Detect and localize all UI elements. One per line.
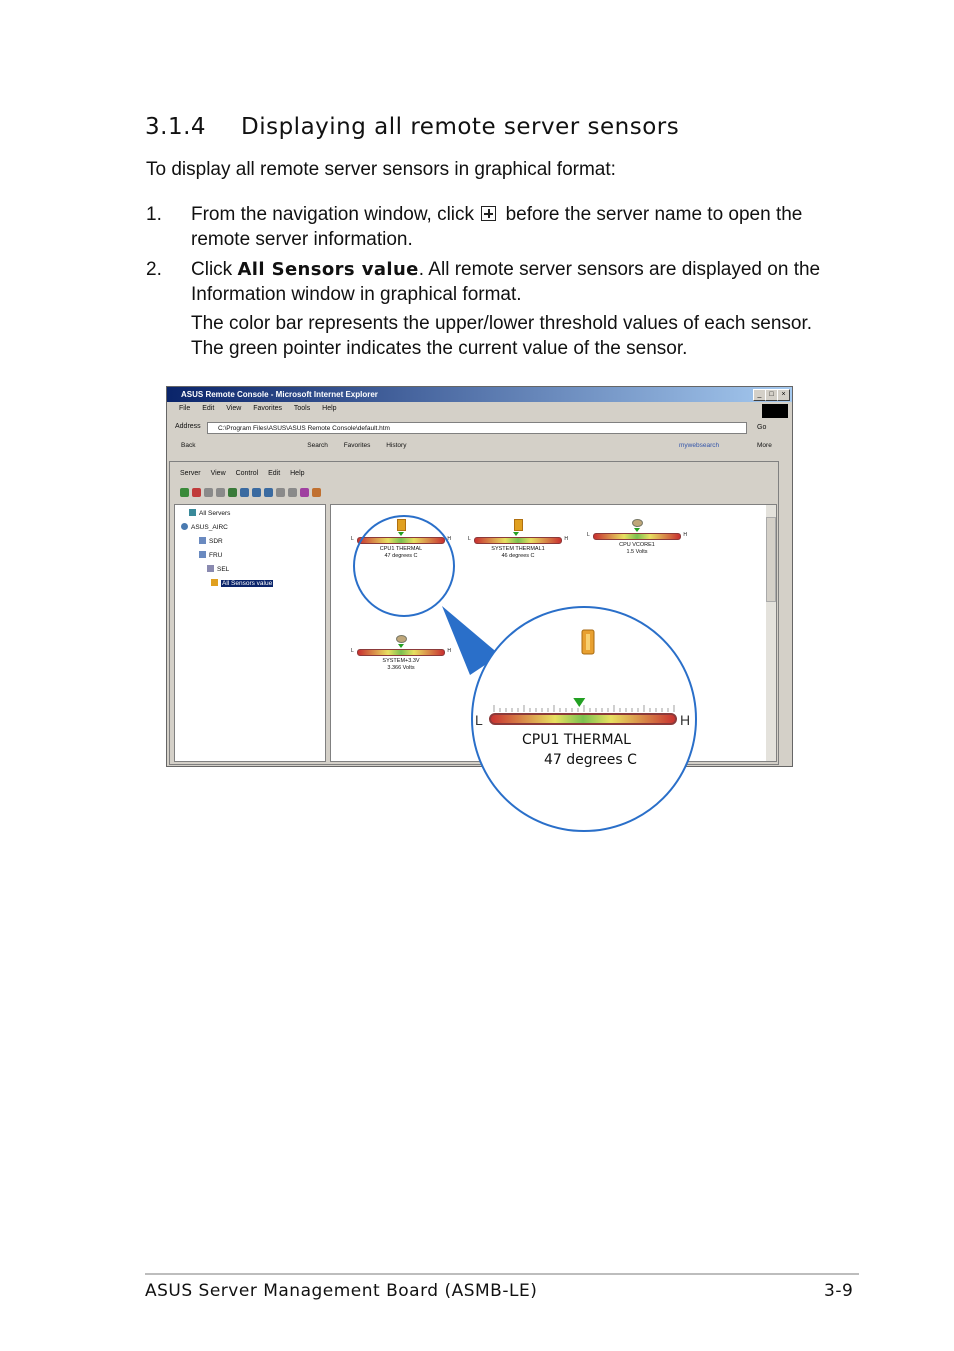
- menu-tools[interactable]: Tools: [293, 405, 311, 412]
- history-button[interactable]: History: [386, 442, 407, 449]
- sensor-name: SYSTEM THERMAL1: [491, 546, 545, 552]
- minimize-button[interactable]: _: [753, 389, 766, 401]
- step-text: before the server name to open the remote server information.: [191, 204, 803, 250]
- sensor-name: SYSTEM+3.3V: [382, 658, 420, 664]
- step-text: From the navigation window, click: [191, 204, 475, 225]
- address-input[interactable]: C:\Program Files\ASUS\ASUS Remote Console\default.htm: [207, 422, 747, 434]
- note-text: The color bar represents the upper/lower threshold values of each sensor. The green pointer indicates the current value of the sensor.: [191, 313, 813, 359]
- sensor-value: 3.366 Volts: [387, 665, 415, 671]
- tree-item-sdr[interactable]: SDR: [199, 537, 223, 545]
- more-button[interactable]: More: [757, 442, 772, 449]
- zoom-low-label: L: [475, 712, 483, 728]
- intro-text: To display all remote server sensors in graphical format:: [146, 159, 616, 180]
- maximize-button[interactable]: □: [765, 389, 778, 401]
- favorites-button[interactable]: Favorites: [343, 442, 371, 449]
- low-label: L: [351, 536, 354, 542]
- high-label: H: [564, 536, 568, 542]
- low-label: L: [587, 532, 590, 538]
- search-button[interactable]: Search: [307, 442, 328, 449]
- low-label: L: [468, 536, 471, 542]
- menu-file[interactable]: File: [179, 405, 191, 412]
- menu-edit[interactable]: Edit: [202, 405, 215, 412]
- app-menu-view[interactable]: View: [210, 470, 226, 477]
- step-number: 1.: [146, 204, 162, 225]
- zoom-thermal-icon: [582, 630, 594, 654]
- app-menu-server[interactable]: Server: [180, 470, 201, 477]
- step-bold-label: All Sensors value: [237, 259, 419, 280]
- menu-favorites[interactable]: Favorites: [253, 405, 283, 412]
- app-menu-control[interactable]: Control: [235, 470, 259, 477]
- menu-help[interactable]: Help: [322, 405, 337, 412]
- close-button[interactable]: ×: [777, 389, 790, 401]
- zoom-high-label: H: [680, 712, 691, 728]
- high-label: H: [683, 532, 687, 538]
- go-button[interactable]: Go: [757, 424, 767, 431]
- low-label: L: [351, 648, 354, 654]
- mywebsearch-button[interactable]: mywebsearch: [679, 442, 720, 449]
- footer-title: ASUS Server Management Board (ASMB-LE): [145, 1281, 538, 1301]
- zoom-sensor-value: 47 degrees C: [544, 752, 637, 768]
- tree-item-sel[interactable]: SEL: [207, 565, 229, 573]
- step-number: 2.: [146, 259, 162, 280]
- section-title: Displaying all remote server sensors: [241, 114, 680, 140]
- footer-rule: [145, 1273, 859, 1275]
- sensor-value: 46 degrees C: [501, 553, 535, 559]
- sensor-value: 1.5 Volts: [626, 549, 648, 555]
- sensor-name: CPU VCORE1: [619, 542, 655, 548]
- app-menu-help[interactable]: Help: [290, 470, 305, 477]
- page-number: 3-9: [824, 1281, 854, 1301]
- app-menu-edit[interactable]: Edit: [268, 470, 281, 477]
- address-label: Address: [175, 423, 201, 430]
- zoom-sensor-name: CPU1 THERMAL: [522, 732, 631, 748]
- section-number: 3.1.4: [145, 114, 207, 140]
- window-title: ASUS Remote Console - Microsoft Internet Explorer: [181, 390, 378, 399]
- sensor-value: 47 degrees C: [384, 553, 418, 559]
- tree-item-all-sensors[interactable]: All Sensors value: [211, 579, 273, 587]
- back-button[interactable]: Back: [181, 442, 196, 449]
- tree-item-fru[interactable]: FRU: [199, 551, 222, 559]
- sensor-name: CPU1 THERMAL: [379, 546, 423, 552]
- tree-server[interactable]: ASUS_AIRC: [181, 523, 228, 531]
- menu-view[interactable]: View: [226, 405, 242, 412]
- small-callout-circle: [354, 516, 454, 616]
- high-label: H: [447, 648, 451, 654]
- high-label: H: [447, 536, 451, 542]
- tree-root[interactable]: All Servers: [189, 509, 230, 517]
- step-text: . All remote server sensors are displayed on the Information window in graphical format.: [191, 259, 821, 305]
- step-text: Click: [191, 259, 233, 280]
- zoom-threshold-bar: [490, 714, 676, 724]
